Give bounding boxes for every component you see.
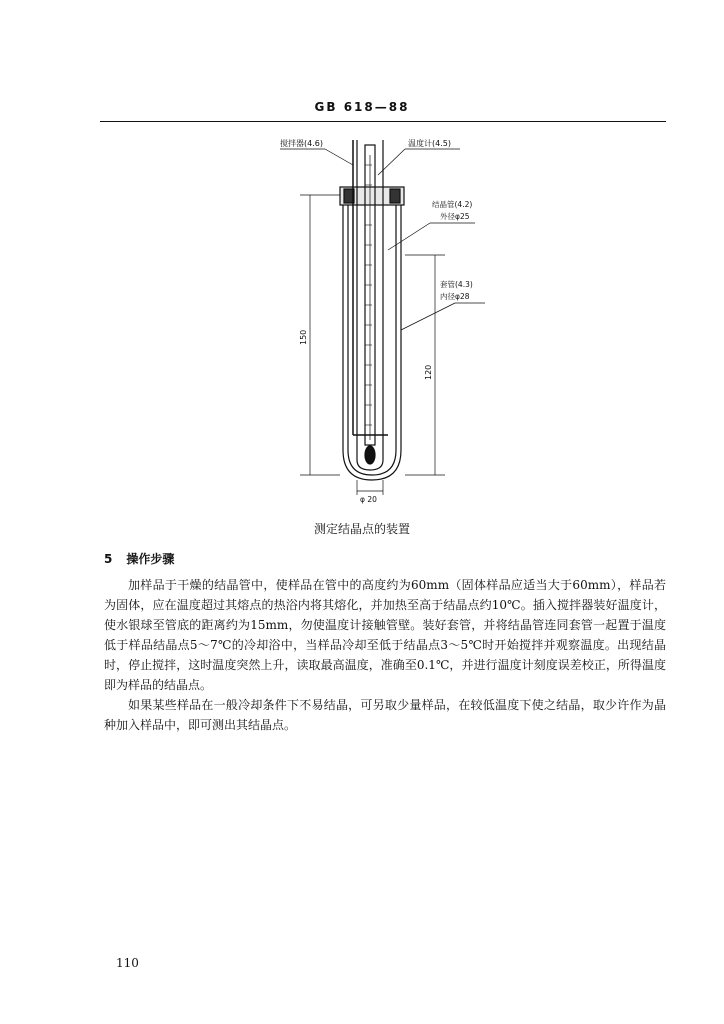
- mercury-bulb: [365, 446, 375, 464]
- label-jacket-id: 内径φ28: [440, 292, 470, 301]
- header-rule: [100, 121, 666, 122]
- paragraph: 如果某些样品在一般冷却条件下不易结晶，可另取少量样品，在较低温度下使之结晶，取少许作为晶种加入样品中，即可测出其结晶点。: [104, 698, 666, 732]
- dim-120-label: 120: [424, 364, 433, 380]
- figure-caption: 测定结晶点的装置: [313, 522, 410, 536]
- apparatus-figure: [260, 135, 500, 505]
- jacket-tube: [343, 200, 401, 480]
- body-text: [104, 575, 666, 735]
- label-crystal-tube-od: 外径φ25: [440, 212, 470, 221]
- label-thermometer: 温度计(4.5): [408, 139, 451, 148]
- apparatus-diagram: [260, 135, 500, 505]
- standard-header: GB 618—88: [314, 100, 410, 114]
- dim-150-label: 150: [299, 329, 308, 345]
- dim-20-label: φ 20: [360, 495, 377, 504]
- label-jacket: 套管(4.3): [440, 280, 473, 289]
- label-crystal-tube: 结晶管(4.2): [432, 200, 473, 209]
- paragraph: 加样品于干燥的结晶管中，使样品在管中的高度约为60mm（固体样品应适当大于60mm），样品若为固体，应在温度超过其熔点的热浴内将其熔化，并加热至高于结晶点约10℃。插入搅拌器装好温度计，使水银球至管底的距离约为15mm，勿使温度计接触管壁。装好套管，并将结晶管连同套管一起置于温度低于样品结晶点5～7℃的冷却浴中，当样品冷却至低于结晶点3～5℃时开始搅拌并观察温度。出现结晶时，停止搅拌，这时温度突然上升，读取最高温度，准确至0.1℃，并进行温度计刻度误差校正，所得温度即为样品的结晶点。: [104, 578, 666, 692]
- section-heading: [104, 550, 174, 567]
- label-stirrer: 搅拌器(4.6): [280, 139, 323, 148]
- page-number: 110: [116, 956, 139, 970]
- section-title: 操作步骤: [126, 552, 175, 566]
- section-number: 5: [104, 552, 113, 566]
